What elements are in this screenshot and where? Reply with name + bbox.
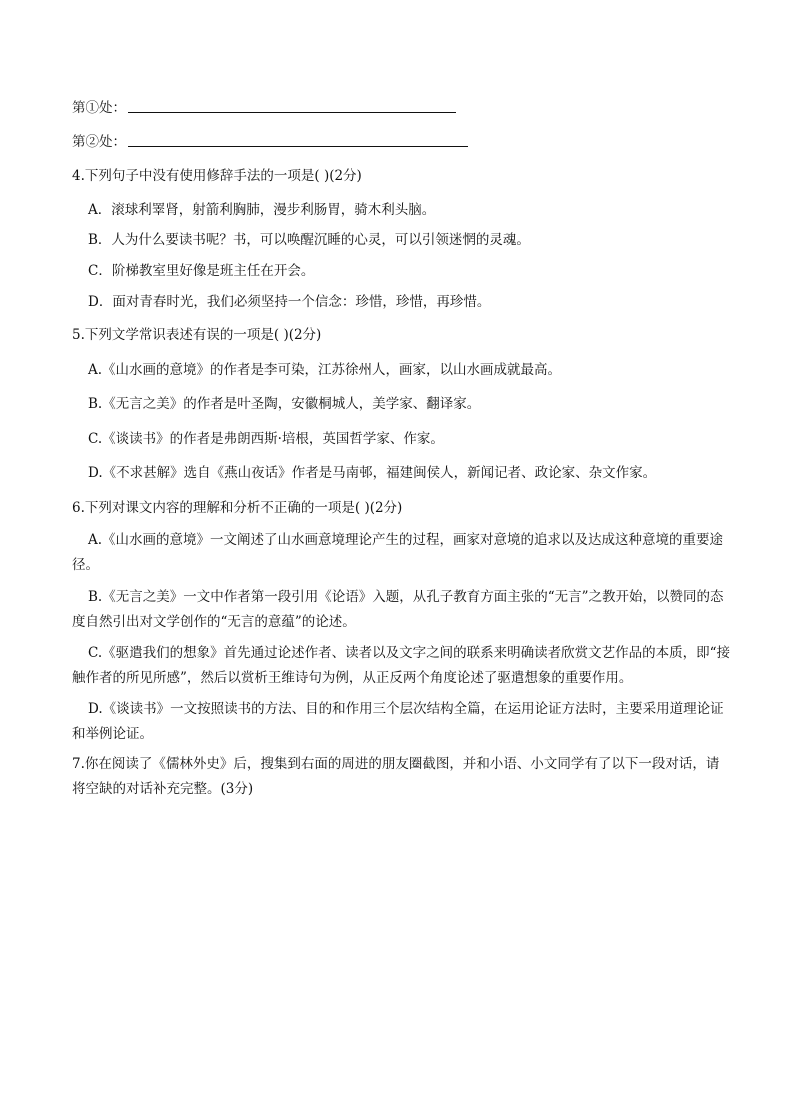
question-6-option-a: A.《山水画的意境》一文阐述了山水画意境理论产生的过程，画家对意境的追求以及达成这种意境的重要途径。 <box>72 532 724 573</box>
question-5-stem: 5.下列文学常识表述有误的一项是( )(2分) <box>72 327 322 343</box>
question-5-option-c: C.《谈读书》的作者是弗朗西斯·培根，英国哲学家、作家。 <box>88 431 444 447</box>
answer-blank-first[interactable] <box>128 112 456 113</box>
question-4-option-d: D．面对青春时光，我们必须坚持一个信念：珍惜，珍惜，再珍惜。 <box>88 294 491 310</box>
blank-label-second: 第②处： <box>72 134 126 150</box>
blank-line-second <box>72 130 468 150</box>
question-6-option-d: D.《谈读书》一文按照读书的方法、目的和作用三个层次结构全篇，在运用论证方法时，主要采用道理论证和举例论证。 <box>72 701 724 742</box>
question-5-option-d: D.《不求甚解》选自《燕山夜话》作者是马南邨，福建闽侯人，新闻记者、政论家、杂文作家。 <box>88 465 657 481</box>
question-5-option-a: A.《山水画的意境》的作者是李可染，江苏徐州人，画家，以山水画成就最高。 <box>88 362 562 378</box>
question-6-stem: 6.下列对课文内容的理解和分析不正确的一项是( )(2分) <box>72 500 403 516</box>
question-4-option-b: B．人为什么要读书呢？书，可以唤醒沉睡的心灵，可以引领迷惘的灵魂。 <box>88 232 530 248</box>
question-4-option-a: A．滚球利睪肾，射箭利胸肺，漫步利肠胃，骑木利头脑。 <box>88 202 436 218</box>
blank-label-first: 第①处： <box>72 100 126 116</box>
answer-blank-second[interactable] <box>128 146 468 147</box>
question-6-option-b: B.《无言之美》一文中作者第一段引用《论语》入题，从孔子教育方面主张的“无言”之教开始，以赞同的态度自然引出对文学创作的“无言的意蕴”的论述。 <box>72 589 724 630</box>
question-7-stem: 7.你在阅读了《儒林外史》后，搜集到右面的周进的朋友圈截图，并和小语、小文同学有了以下一段对话，请将空缺的对话补充完整。(3分) <box>72 756 720 797</box>
question-6-option-c: C.《驱遣我们的想象》首先通过论述作者、读者以及文字之间的联系来明确读者欣赏文艺作品的本质，即“接触作者的所见所感”，然后以赏析王维诗句为例，从正反两个角度论述了驱遣想象的重要作用。 <box>72 645 731 686</box>
question-5-option-b: B.《无言之美》的作者是叶圣陶，安徽桐城人，美学家、翻译家。 <box>88 396 481 412</box>
blank-line-first <box>72 96 456 116</box>
question-4-option-c: C．阶梯教室里好像是班主任在开会。 <box>88 263 315 279</box>
question-4-stem: 4.下列句子中没有使用修辞手法的一项是( )(2分) <box>72 168 362 184</box>
